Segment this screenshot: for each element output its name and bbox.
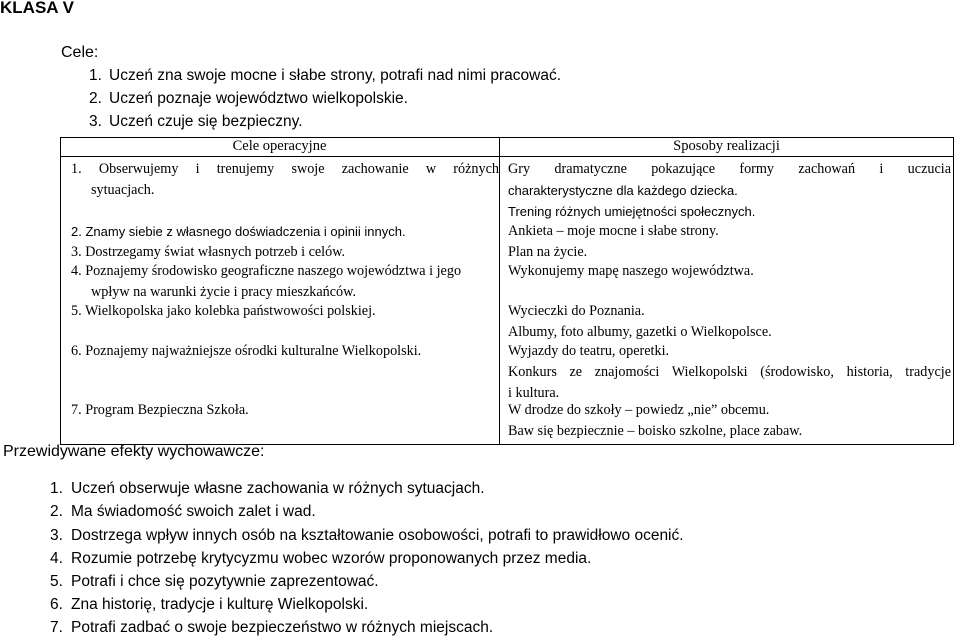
table-row: 3. Dostrzegamy świat własnych potrzeb i celów. (71, 244, 346, 260)
goal-line: sytuacjach. (91, 182, 155, 198)
method-line: Wykonujemy mapę naszego województwa. (508, 263, 754, 279)
method-line: charakterystyczne dla każdego dziecka. (508, 183, 738, 198)
method-line: Wycieczki do Poznania. (508, 303, 645, 319)
column-header-goals: Cele operacyjne (232, 138, 327, 154)
method-cell (508, 341, 951, 404)
method-cell (508, 301, 951, 343)
goal-item (89, 67, 561, 85)
goal-text: Uczeń poznaje województwo wielkopolskie. (109, 90, 408, 107)
goal-line: wpływ na warunki życie i pracy mieszkańców. (91, 284, 356, 300)
effect-item: 1. Uczeń obserwuje własne zachowania w różnych sytuacjach. (50, 480, 485, 497)
method-cell (508, 400, 951, 442)
goal-line: 1. Obserwujemy i trenujemy swoje zachowanie w różnych (71, 161, 499, 177)
goal-item (89, 113, 303, 131)
goal-text: Uczeń czuje się bezpieczny. (109, 113, 303, 130)
effect-item: 4. Rozumie potrzebę krytycyzmu wobec wzorów proponowanych przez media. (50, 550, 592, 567)
table-border (953, 137, 954, 445)
goal-number: 3. (89, 113, 102, 130)
method-line: W drodze do szkoły – powiedz „nie” obcemu. (508, 402, 770, 418)
method-line: i kultura. (508, 385, 560, 401)
table-row: 2. Znamy siebie z własnego doświadczenia i opinii innych. (71, 224, 406, 239)
table-row: 6. Poznajemy najważniejsze ośrodki kulturalne Wielkopolski. (71, 343, 422, 359)
method-line: Albumy, foto albumy, gazetki o Wielkopolsce. (508, 324, 772, 340)
class-heading: KLASA V (0, 0, 74, 17)
effect-item: 7. Potrafi zadbać o swoje bezpieczeństwo w różnych miejscach. (50, 619, 494, 636)
goals-methods-table (60, 137, 954, 445)
method-line: Konkurs ze znajomości Wielkopolski (środowisko, historia, tradycje (508, 364, 951, 380)
goals-label: Cele: (61, 44, 99, 61)
effect-item: 5. Potrafi i chce się pozytywnie zaprezentować. (50, 573, 379, 590)
column-header-methods: Sposoby realizacji (673, 138, 780, 154)
table-row: 7. Program Bezpieczna Szkoła. (71, 402, 249, 418)
effect-item: 3. Dostrzega wpływ innych osób na kształtowanie osobowości, potrafi to prawidłowo ocenić. (50, 527, 684, 544)
method-line: Ankieta – moje mocne i słabe strony. (508, 223, 719, 239)
table-border (60, 137, 61, 445)
effects-label: Przewidywane efekty wychowawcze: (3, 443, 265, 460)
table-row: 5. Wielkopolska jako kolebka państwowości polskiej. (71, 303, 376, 319)
table-row (71, 261, 499, 303)
goal-text: Uczeń zna swoje mocne i słabe strony, potrafi nad nimi pracować. (109, 67, 562, 84)
effect-item: 2. Ma świadomość swoich zalet i wad. (50, 503, 316, 520)
goal-line: 4. Poznajemy środowisko geograficzne naszego województwa i jego (71, 263, 462, 279)
table-row (71, 159, 499, 201)
method-line: Wyjazdy do teatru, operetki. (508, 343, 670, 359)
goal-item (89, 90, 408, 108)
table-column-divider (499, 137, 500, 445)
method-line: Baw się bezpiecznie – boisko szkolne, place zabaw. (508, 423, 803, 439)
method-line: Gry dramatyczne pokazujące formy zachowań i uczucia (508, 161, 951, 177)
method-line: Trening różnych umiejętności społecznych. (508, 204, 756, 219)
goal-number: 2. (89, 90, 102, 107)
method-line: Plan na życie. (508, 244, 588, 260)
goal-number: 1. (89, 67, 102, 84)
effect-item: 6. Zna historię, tradycje i kulturę Wielkopolski. (50, 596, 369, 613)
method-cell (508, 159, 951, 222)
